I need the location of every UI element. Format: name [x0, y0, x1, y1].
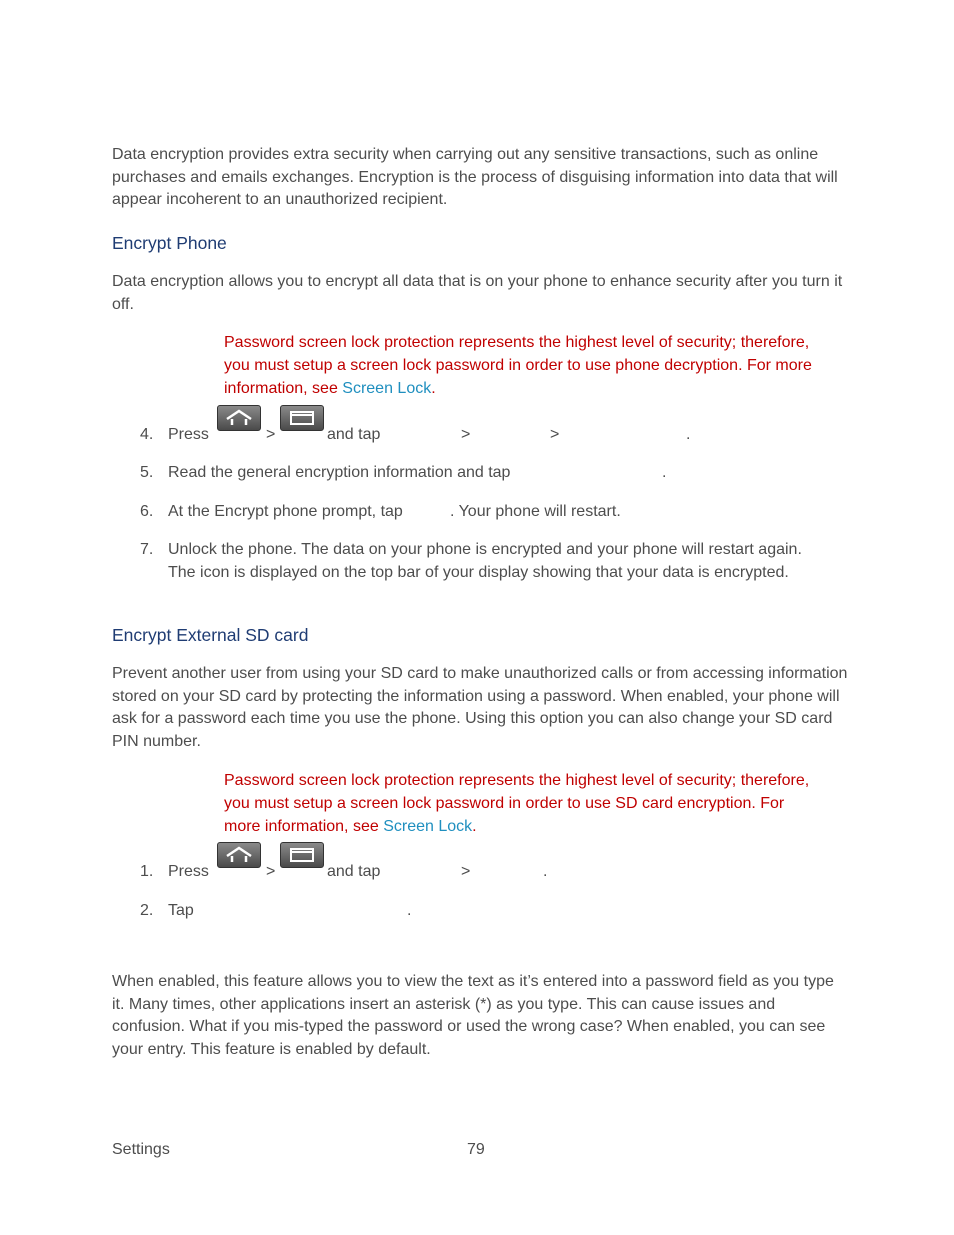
home-key-icon: [217, 405, 261, 431]
step-end: .: [662, 464, 667, 481]
home-key-icon: [217, 842, 261, 868]
menu-key-icon: [280, 842, 324, 868]
separator: >: [550, 426, 560, 443]
passwords-paragraph: When enabled, this feature allows you to view the text as it’s entered into a password field as you type it. Many times, other applications insert an asterisk (*) as you type. This can cause issues and confusion. What if you mis-typed the password or used the wrong case? When enabled, you can see your entry. This feature is enabled by default.: [112, 973, 834, 1059]
encrypt-phone-note: [224, 331, 824, 400]
step-number: 6.: [140, 503, 154, 520]
footer-section: Settings: [112, 1141, 170, 1158]
screen-lock-link[interactable]: Screen Lock: [383, 818, 473, 835]
and-tap-label: and tap: [327, 863, 381, 880]
step-number: 1.: [140, 863, 154, 880]
note-text: Password screen lock protection represents the highest level of security; therefore, you must setup a screen lock password in order to use SD card encryption. For more information, see: [224, 772, 810, 835]
and-tap-label: and tap: [327, 426, 381, 443]
step-end: .: [686, 426, 691, 443]
step-number: 2.: [140, 902, 154, 919]
encrypt-sd-heading: Encrypt External SD card: [112, 625, 309, 645]
page-number: 79: [467, 1141, 485, 1158]
step-end: .: [407, 902, 412, 919]
encrypt-sd-note: [224, 769, 824, 838]
intro-paragraph: Data encryption provides extra security when carrying out any sensitive transactions, such as online purchases and emails exchanges. Encryption is the process of disguising information into data that will appear incoherent to an unauthorized recipient.: [112, 146, 838, 209]
encrypt-sd-description: Prevent another user from using your SD card to make unauthorized calls or from accessing information stored on your SD card by protecting the information using a password. When enabled, your phone will ask for a password each time you use the phone. Using this option you can also change your SD card PIN number.: [112, 665, 848, 751]
menu-key-icon: [280, 405, 324, 431]
separator: >: [266, 863, 276, 880]
step-text: Read the general encryption information and tap: [168, 464, 511, 481]
press-label: Press: [168, 426, 209, 443]
separator: >: [266, 426, 276, 443]
step-text: Tap: [168, 902, 194, 919]
note-end: .: [472, 818, 477, 835]
step-7: [140, 539, 840, 609]
step-number: 5.: [140, 464, 154, 481]
note-end: .: [431, 380, 436, 397]
step-end: .: [543, 863, 548, 880]
separator: >: [461, 426, 471, 443]
step-text: At the Encrypt phone prompt, tap: [168, 503, 403, 520]
step-text-2: . Your phone will restart.: [450, 503, 621, 520]
screen-lock-link[interactable]: Screen Lock: [342, 380, 432, 397]
step-number: 4.: [140, 426, 154, 443]
encrypt-phone-description: Data encryption allows you to encrypt all data that is on your phone to enhance security after you turn it off.: [112, 273, 843, 313]
separator: >: [461, 863, 471, 880]
encrypt-phone-heading: Encrypt Phone: [112, 233, 227, 253]
press-label: Press: [168, 863, 209, 880]
step-number: 7.: [140, 541, 154, 558]
step-text: Unlock the phone. The data on your phone is encrypted and your phone will restart again. The icon is displayed on the top bar of your display showing that your data is encrypted.: [168, 541, 802, 581]
note-text: Password screen lock protection represents the highest level of security; therefore, you must setup a screen lock password in order to use phone decryption. For more information, see: [224, 334, 812, 397]
